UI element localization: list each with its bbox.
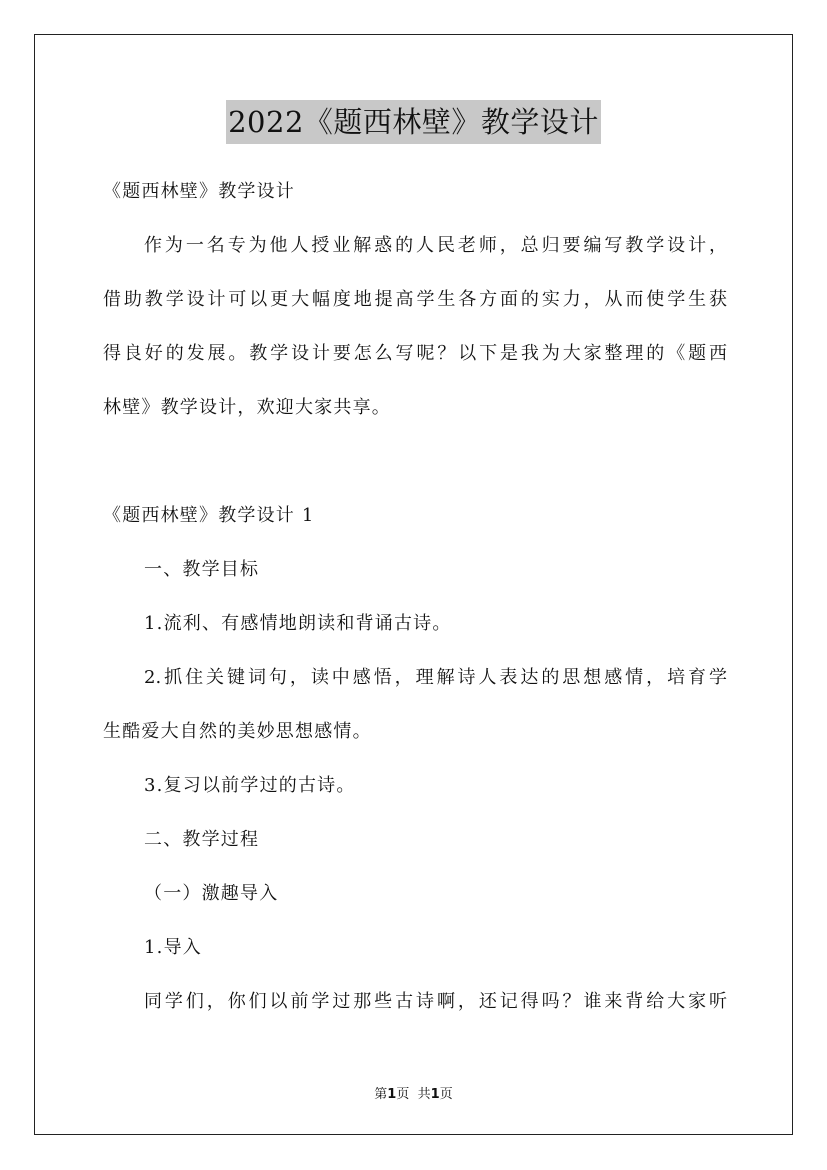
paragraph-line: 生酷爱大自然的美妙思想感情。 bbox=[103, 721, 372, 742]
document-title: 2022《题西林壁》教学设计 bbox=[226, 100, 601, 144]
total-prefix: 共 bbox=[417, 1087, 431, 1102]
paragraph-line: 同学们，你们以前学过那些古诗啊，还记得吗？谁来背给大家听 bbox=[144, 991, 727, 1012]
list-item: 2.抓住关键词句，读中感悟，理解诗人表达的思想感情，培育学 bbox=[144, 667, 727, 688]
section-heading: 《题西林壁》教学设计 1 bbox=[103, 505, 315, 526]
total-pages: 1 bbox=[430, 1087, 440, 1102]
subheading: （一）激趣导入 bbox=[144, 883, 279, 904]
paragraph-line: 作为一名专为他人授业解惑的人民老师，总归要编写教学设计， bbox=[144, 235, 727, 256]
paragraph-line: 林壁》教学设计，欢迎大家共享。 bbox=[103, 397, 391, 418]
paragraph-line: 得良好的发展。教学设计要怎么写呢？以下是我为大家整理的《题西 bbox=[103, 343, 727, 364]
page-footer bbox=[0, 1083, 827, 1102]
section-heading: 《题西林壁》教学设计 bbox=[103, 181, 295, 202]
list-item: 3.复习以前学过的古诗。 bbox=[144, 775, 356, 796]
blank-line bbox=[103, 447, 727, 501]
subheading: 二、教学过程 bbox=[144, 829, 260, 850]
page-prefix: 第 bbox=[374, 1087, 388, 1102]
page-number: 1 bbox=[387, 1087, 397, 1102]
list-item: 1.流利、有感情地朗读和背诵古诗。 bbox=[144, 613, 452, 634]
page-suffix: 页 bbox=[396, 1087, 410, 1102]
list-item: 1.导入 bbox=[144, 937, 202, 958]
paragraph-line: 借助教学设计可以更大幅度地提高学生各方面的实力，从而使学生获 bbox=[103, 289, 727, 310]
title-container bbox=[0, 100, 827, 144]
document-body bbox=[103, 177, 727, 1041]
subheading: 一、教学目标 bbox=[144, 559, 260, 580]
total-suffix: 页 bbox=[439, 1087, 453, 1102]
